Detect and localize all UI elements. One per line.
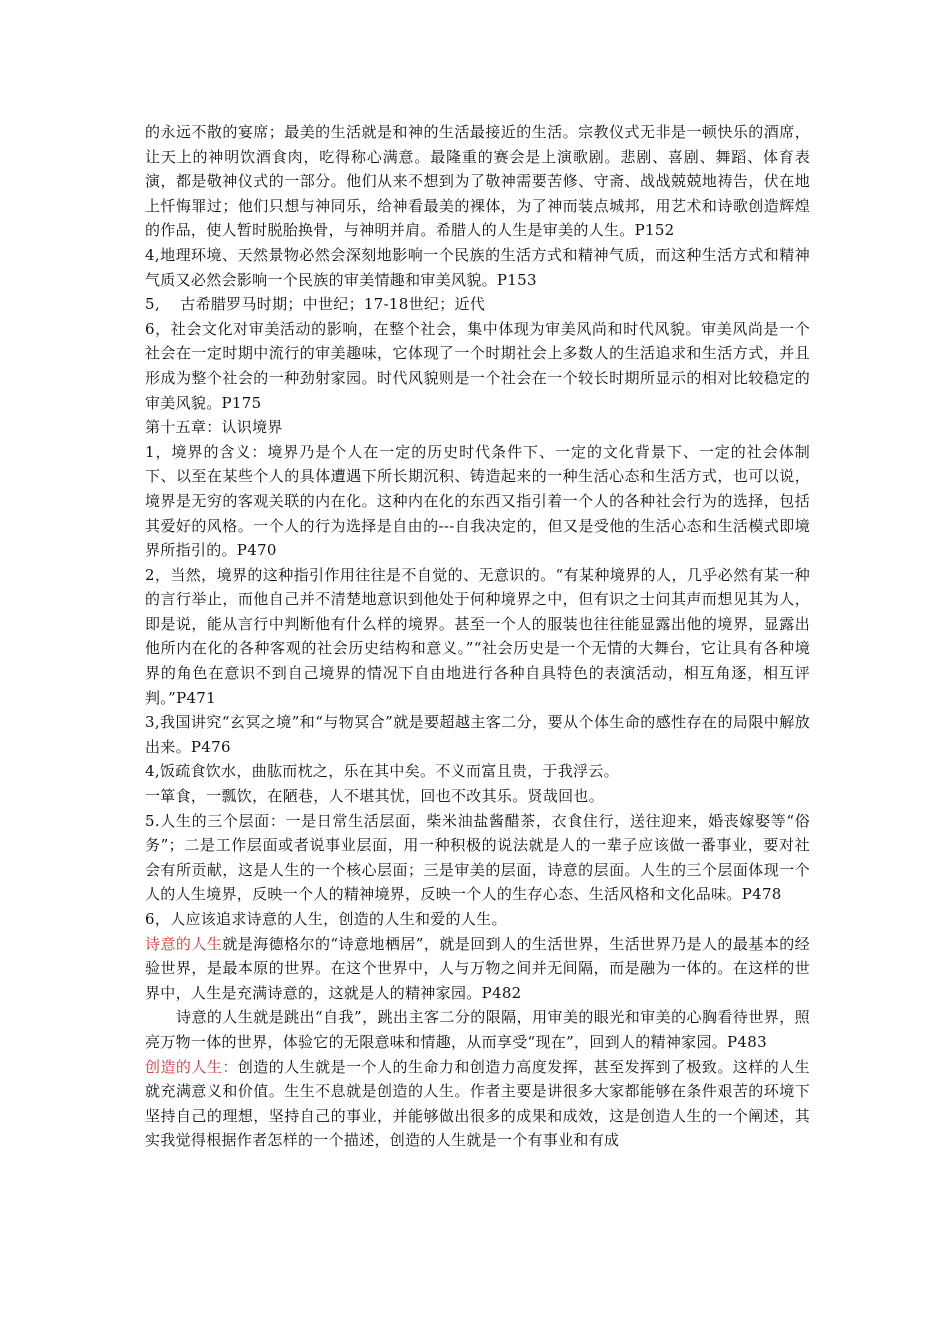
- creative-life-highlight: 创造的人生：: [145, 1057, 238, 1076]
- poetic-life-highlight: 诗意的人生: [145, 934, 223, 953]
- chapter-heading: 第十五章：认识境界: [145, 418, 283, 437]
- document-page: [145, 120, 810, 1153]
- paragraph-6-social-culture: 6，社会文化对审美活动的影响，在整个社会，集中体现为审美风尚和时代风貌。审美风尚是一个社会在一定时期中流行的审美趣味，它体现了一个时期社会上多数人的生活追求和生活方式，并且形成为整个社会的一种劲射家园。时代风貌则是一个社会在一个较长时期所显示的相对比较稳定的审美风貌。P175: [145, 319, 810, 412]
- paragraph-4-geography: 4,地理环境、天然景物必然会深刻地影响一个民族的生活方式和精神气质，而这种生活方式和精神气质又必然会影响一个民族的审美情趣和审美风貌。P153: [145, 245, 810, 289]
- poetic-life-text: 就是海德格尔的“诗意地栖居”，就是回到人的生活世界，生活世界乃是人的最基本的经验世界，是最本原的世界。在这个世界中，人与万物之间并无间隔，而是融为一体的。在这样的世界中，人生是充满诗意的，这就是人的精神家园。P482: [145, 934, 810, 1002]
- paragraph-4-quote-b: 一箪食，一瓢饮，在陋巷，人不堪其忧，回也不改其乐。贤哉回也。: [145, 787, 605, 806]
- paragraph-2-realm-guidance: 2，当然，境界的这种指引作用往往是不自觉的、无意识的。“有某种境界的人，几乎必然有某一种的言行举止，而他自己并不清楚地意识到他处于何种境界之中，但有识之士问其声而想见其为人，即是说，能从言行中判断他有什么样的境界。甚至一个人的服装也往往能显露出他的境界，显露出他所内在化的各种客观的社会历史结构和意义。”“社会历史是一个无情的大舞台，它让具有各种境界的角色在意识不到自己境界的情况下自由地进行各种自具特色的表演活动，相互角逐，相互评判。”P471: [145, 565, 810, 707]
- paragraph-poetic-life-2: 诗意的人生就是跳出“自我”，跳出主客二分的限隔，用审美的眼光和审美的心胸看待世界，照亮万物一体的世界，体验它的无限意味和情趣，从而享受“现在”，回到人的精神家园。P483: [145, 1008, 810, 1051]
- paragraph-creative-life: [145, 1055, 810, 1153]
- paragraph-greek-life: 的永远不散的宴席；最美的生活就是和神的生活最接近的生活。宗教仪式无非是一顿快乐的酒席，让天上的神明饮酒食肉，吃得称心满意。最隆重的赛会是上演歌剧。悲剧、喜剧、舞蹈、体育表演，都是敬神仪式的一部分。他们从来不想到为了敬神需要苦修、守斋、战战兢兢地祷告，伏在地上忏悔罪过；他们只想与神同乐，给神看最美的裸体，为了神而装点城邦，用艺术和诗歌创造辉煌的作品，使人暂时脱胎换骨，与神明并肩。希腊人的人生是审美的人生。P152: [145, 123, 810, 240]
- paragraph-6-pursuit: 6，人应该追求诗意的人生，创造的人生和爱的人生。: [145, 910, 507, 928]
- creative-life-text: 创造的人生就是一个人的生命力和创造力高度发挥，甚至发挥到了极致。这样的人生就充满意义和价值。生生不息就是创造的人生。作者主要是讲很多大家都能够在条件艰苦的环境下坚持自己的理想，坚持自己的事业，并能够做出很多的成果和成效，这是创造人生的一个阐述，其实我觉得根据作者怎样的一个描述，创造的人生就是一个有事业和有成: [145, 1057, 810, 1150]
- paragraph-1-realm-definition: 1，境界的含义：境界乃是个人在一定的历史时代条件下、一定的文化背景下、一定的社会体制下、以至在某些个人的具体遭遇下所长期沉积、铸造起来的一种生活心态和生活方式，也可以说，境界是无穷的客观关联的内在化。这种内在化的东西又指引着一个人的各种社会行为的选择，包括其爱好的风格。一个人的行为选择是自由的---自我决定的，但又是受他的生活心态和生活模式即境界所指引的。P470: [145, 442, 810, 560]
- paragraph-4-quote-a: 4,饭疏食饮水，曲肱而枕之，乐在其中矣。不义而富且贵，于我浮云。: [145, 762, 619, 781]
- paragraph-3-mystic-realm: 3,我国讲究“玄冥之境”和“与物冥合”就是要超越主客二分，要从个体生命的感性存在的局限中解放出来。P476: [145, 713, 810, 756]
- paragraph-5-periods: 5, 古希腊罗马时期；中世纪；17-18世纪；近代: [145, 295, 486, 314]
- paragraph-5-three-levels: 5.人生的三个层面：一是日常生活层面，柴米油盐酱醋茶，衣食住行，送往迎来，婚丧嫁娶等“俗务”；二是工作层面或者说事业层面，用一种积极的说法就是人的一辈子应该做一番事业，要对社会有所贡献，这是人生的一个核心层面；三是审美的层面，诗意的层面。人生的三个层面体现一个人的人生境界，反映一个人的精神境界，反映一个人的生存心态、生活风格和文化品味。P478: [145, 811, 810, 904]
- paragraph-poetic-life: [145, 932, 810, 1006]
